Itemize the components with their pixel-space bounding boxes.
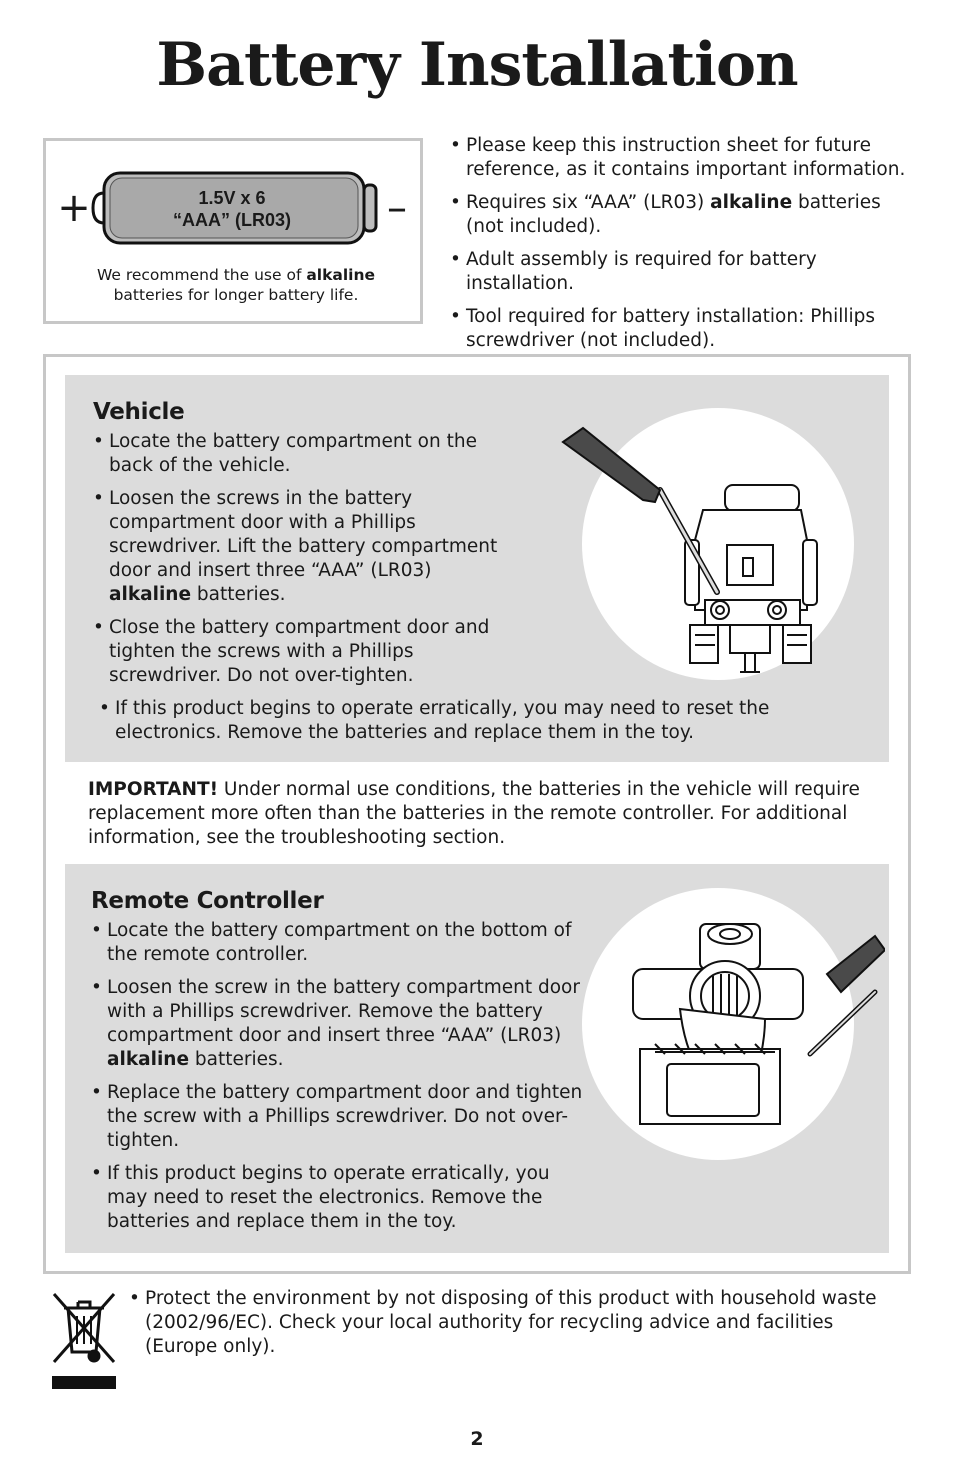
list-item: • If this product begins to operate erratically, you may need to reset the electronics. Remove the batteries and replace them in the toy. (99, 697, 869, 745)
vehicle-heading: Vehicle (93, 399, 185, 425)
battery-spec-box (43, 138, 423, 324)
plus-sign: + (57, 185, 91, 231)
crossed-out-wheelie-bin-icon (50, 1290, 118, 1390)
list-item: • Locate the battery compartment on the bottom of the remote controller. (91, 919, 591, 967)
battery-voltage-label: 1.5V x 6 (198, 188, 266, 208)
battery-icon (46, 141, 420, 261)
page-number: 2 (470, 1428, 484, 1450)
page-title: Battery Installation (156, 30, 798, 100)
important-note: IMPORTANT! Under normal use conditions, the batteries in the vehicle will require replacement more often than the batteries in the remote controller. For additional information, see the troubleshooting section. (88, 779, 860, 848)
battery-size-label: “AAA” (LR03) (172, 210, 292, 230)
list-item: • If this product begins to operate erratically, you may need to reset the electronics. Remove the batteries and replace them in the toy. (91, 1162, 591, 1234)
list-item: • Replace the battery compartment door and tighten the screw with a Phillips screwdriver. Do not over-tighten. (91, 1081, 591, 1153)
intro-list (450, 134, 920, 362)
list-item: • Close the battery compartment door and tighten the screws with a Phillips screwdriver. Do not over-tighten. (93, 616, 513, 688)
vehicle-steps (93, 430, 513, 697)
vehicle-illustration (555, 420, 875, 690)
list-item: • Loosen the screw in the battery compartment door with a Phillips screwdriver. Remove the battery compartment door and insert three “AAA” (LR03) alkaline batteries. (91, 976, 591, 1072)
list-item: • Tool required for battery installation: Phillips screwdriver (not included). (450, 305, 920, 353)
list-item: • Loosen the screws in the battery compartment door with a Phillips screwdriver. Lift the battery compartment door and insert three “AAA” (LR03) alkaline batteries. (93, 487, 513, 607)
vehicle-reset-note (99, 697, 869, 754)
environment-notice: • Protect the environment by not disposing of this product with household waste (2002/96/EC). Check your local authority for recycling advice and facilities (Europe only). (129, 1287, 905, 1359)
list-item: • Please keep this instruction sheet for future reference, as it contains important information. (450, 134, 920, 182)
vehicle-panel (65, 375, 889, 762)
minus-sign: – (387, 185, 407, 231)
list-item: • Requires six “AAA” (LR03) alkaline batteries (not included). (450, 191, 920, 239)
remote-heading: Remote Controller (91, 888, 324, 914)
battery-recommendation: We recommend the use of alkaline batteries for longer battery life. (96, 266, 376, 304)
remote-steps (91, 919, 591, 1243)
list-item: • Locate the battery compartment on the back of the vehicle. (93, 430, 513, 478)
remote-panel (65, 864, 889, 1253)
list-item: • Adult assembly is required for battery installation. (450, 248, 920, 296)
remote-illustration (625, 904, 885, 1134)
